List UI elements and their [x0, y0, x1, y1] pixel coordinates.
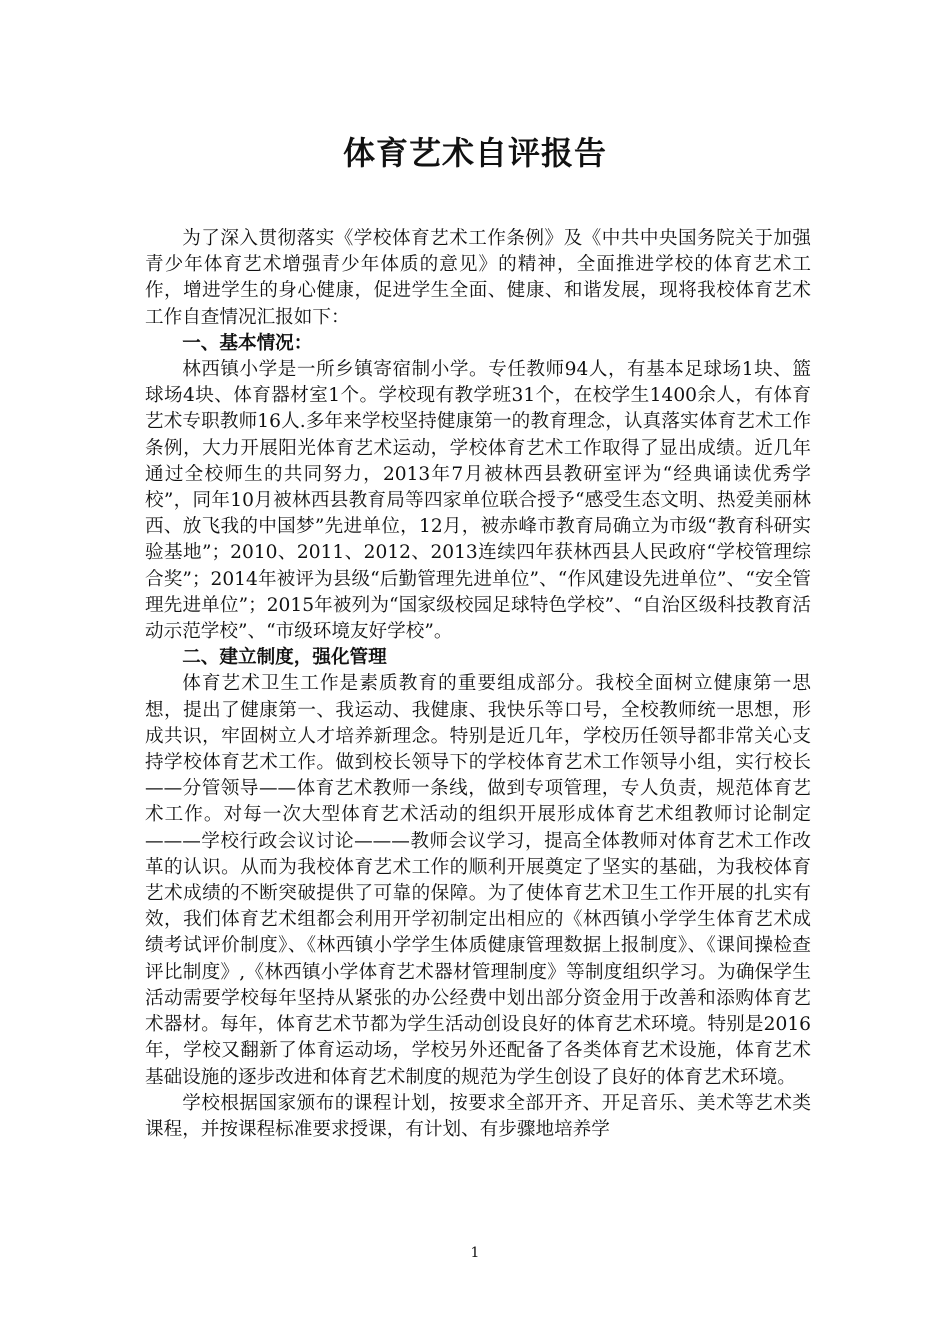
basic-info-paragraph: 林西镇小学是一所乡镇寄宿制小学。专任教师94人，有基本足球场1块、篮球场4块、体育器材室1个。学校现有教学班31个，在校学生1400余人，有体育艺术专职教师16人.多年来学校坚持健康第一的教育理念，认真落实体育艺术工作条例，大力开展阳光体育艺术运动，学校体育艺术工作取得了显出成绩。近几年通过全校师生的共同努力，2013年7月被林西县教研室评为“经典诵读优秀学校”，同年10月被林西县教育局等四家单位联合授予“感受生态文明、热爱美丽林西、放飞我的中国梦”先进单位，12月，被赤峰市教育局确立为市级“教育科研实验基地”；2010、2011、2012、2013连续四年获林西县人民政府“学校管理综合奖”；2014年被评为县级“后勤管理先进单位”、“作风建设先进单位”、“安全管理先进单位”；2015年被列为“国家级校园足球特色学校”、“自治区级科技教育活动示范学校”、“市级环境友好学校”。	[145, 359, 811, 643]
document-body	[145, 226, 811, 1143]
curriculum-paragraph: 学校根据国家颁布的课程计划，按要求全部开齐、开足音乐、美术等艺术类课程，并按课程标准要求授课，有计划、有步骤地培养学	[145, 1092, 811, 1140]
section-heading-basic-info: 一、基本情况：	[182, 332, 313, 354]
section-heading-system-management: 二、建立制度，强化管理	[182, 647, 387, 669]
system-management-paragraph: 体育艺术卫生工作是素质教育的重要组成部分。我校全面树立健康第一思想，提出了健康第一、我运动、我健康、我快乐等口号，全校教师统一思想，形成共识，牢固树立人才培养新理念。特别是近几年，学校历任领导都非常关心支持学校体育艺术工作。做到校长领导下的学校体育艺术工作领导小组，实行校长——分管领导——体育艺术教师一条线，做到专项管理，专人负责，规范体育艺术工作。对每一次大型体育艺术活动的组织开展形成体育艺术组教师讨论制定———学校行政会议讨论———教师会议学习，提高全体教师对体育艺术工作改革的认识。从而为我校体育艺术工作的顺利开展奠定了坚实的基础，为我校体育艺术成绩的不断突破提供了可靠的保障。为了使体育艺术卫生工作开展的扎实有效，我们体育艺术组都会利用开学初制定出相应的《林西镇小学学生体育艺术成绩考试评价制度》、《林西镇小学学生体质健康管理数据上报制度》、《课间操检查评比制度》,《林西镇小学体育艺术器材管理制度》等制度组织学习。为确保学生活动需要学校每年坚持从紧张的办公经费中划出部分资金用于改善和添购体育艺术器材。每年，体育艺术节都为学生活动创设良好的体育艺术环境。特别是2016年，学校又翻新了体育运动场，学校另外还配备了各类体育艺术设施，体育艺术基础设施的逐步改进和体育艺术制度的规范为学生创设了良好的体育艺术环境。	[145, 673, 811, 1088]
intro-paragraph: 为了深入贯彻落实《学校体育艺术工作条例》及《中共中央国务院关于加强青少年体育艺术增强青少年体质的意见》的精神，全面推进学校的体育艺术工作，增进学生的身心健康，促进学生全面、健康、和谐发展，现将我校体育艺术工作自查情况汇报如下：	[145, 228, 811, 328]
document-title: 体育艺术自评报告	[342, 134, 607, 172]
page-number: 1	[470, 1245, 480, 1261]
